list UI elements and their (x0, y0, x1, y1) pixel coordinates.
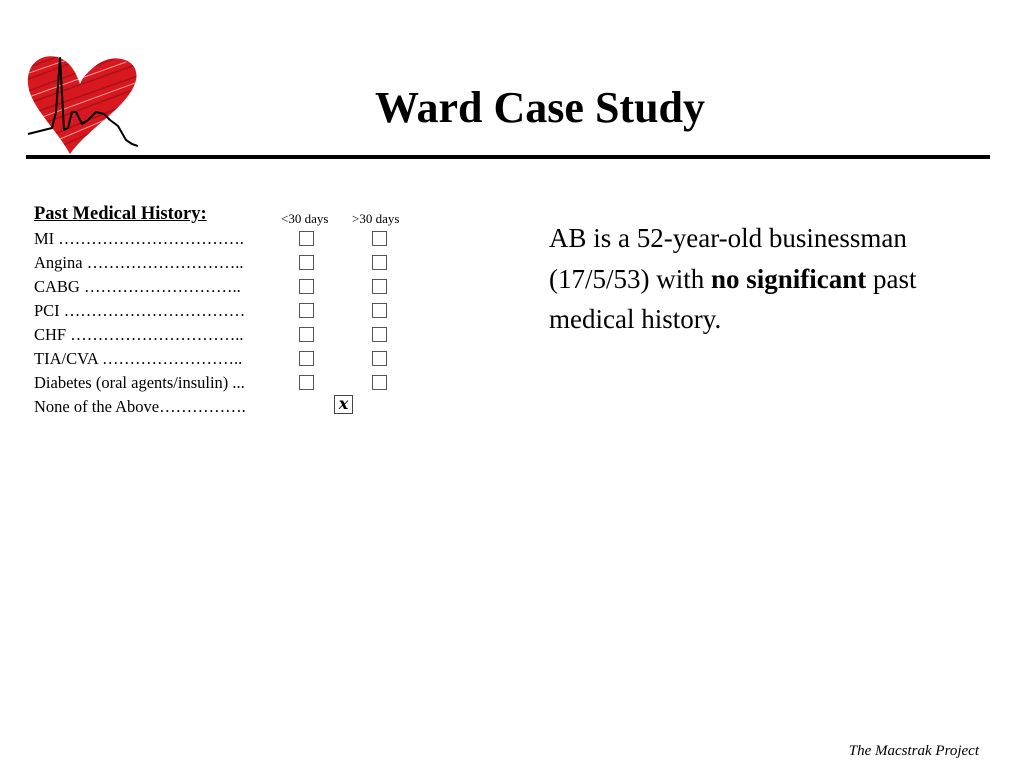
mi-gt30-checkbox[interactable] (372, 231, 387, 246)
row-label-none: None of the Above……………. (34, 397, 246, 416)
column-header-gt30: >30 days (352, 211, 400, 226)
summary-emphasis: no significant (711, 263, 867, 294)
column-header-lt30: <30 days (281, 211, 329, 226)
history-row-diabetes (34, 372, 434, 396)
cabg-gt30-checkbox[interactable] (372, 279, 387, 294)
history-row-cabg (34, 276, 434, 300)
chf-gt30-checkbox[interactable] (372, 327, 387, 342)
summary-text-2: past medical history. (549, 263, 917, 334)
row-label-tia-cva: TIA/CVA …………………….. (34, 349, 243, 368)
page-title: Ward Case Study (374, 83, 706, 132)
history-row-none (34, 396, 434, 420)
history-row-chf (34, 324, 434, 348)
row-label-angina: Angina ……………………….. (34, 253, 244, 272)
past-medical-history-form (34, 204, 434, 420)
history-row-angina (34, 252, 434, 276)
pmh-header (34, 204, 434, 228)
pmh-title: Past Medical History: (34, 204, 207, 224)
history-row-tia-cva (34, 348, 434, 372)
footer-credit: The Macstrak Project (848, 743, 979, 759)
tia-cva-lt30-checkbox[interactable] (299, 351, 314, 366)
history-row-mi (34, 228, 434, 252)
chf-lt30-checkbox[interactable] (299, 327, 314, 342)
diabetes-lt30-checkbox[interactable] (299, 375, 314, 390)
case-summary (549, 218, 929, 340)
cabg-lt30-checkbox[interactable] (299, 279, 314, 294)
row-label-pci: PCI …………………………… (34, 301, 246, 320)
angina-gt30-checkbox[interactable] (372, 255, 387, 270)
pci-lt30-checkbox[interactable] (299, 303, 314, 318)
row-label-cabg: CABG ……………………….. (34, 277, 241, 296)
summary-text-1: AB is a 52-year-old businessman (17/5/53) with (549, 223, 907, 294)
diabetes-gt30-checkbox[interactable] (372, 375, 387, 390)
mi-lt30-checkbox[interactable] (299, 231, 314, 246)
pci-gt30-checkbox[interactable] (372, 303, 387, 318)
row-label-diabetes: Diabetes (oral agents/insulin) ... (34, 373, 245, 392)
tia-cva-gt30-checkbox[interactable] (372, 351, 387, 366)
angina-lt30-checkbox[interactable] (299, 255, 314, 270)
history-row-pci (34, 300, 434, 324)
heart-ecg-icon (26, 54, 138, 158)
row-label-chf: CHF ………………………….. (34, 325, 244, 344)
row-label-mi: MI ……………………………. (34, 229, 244, 248)
title-divider (26, 155, 990, 159)
none-of-the-above-checkbox[interactable]: x (334, 395, 353, 414)
